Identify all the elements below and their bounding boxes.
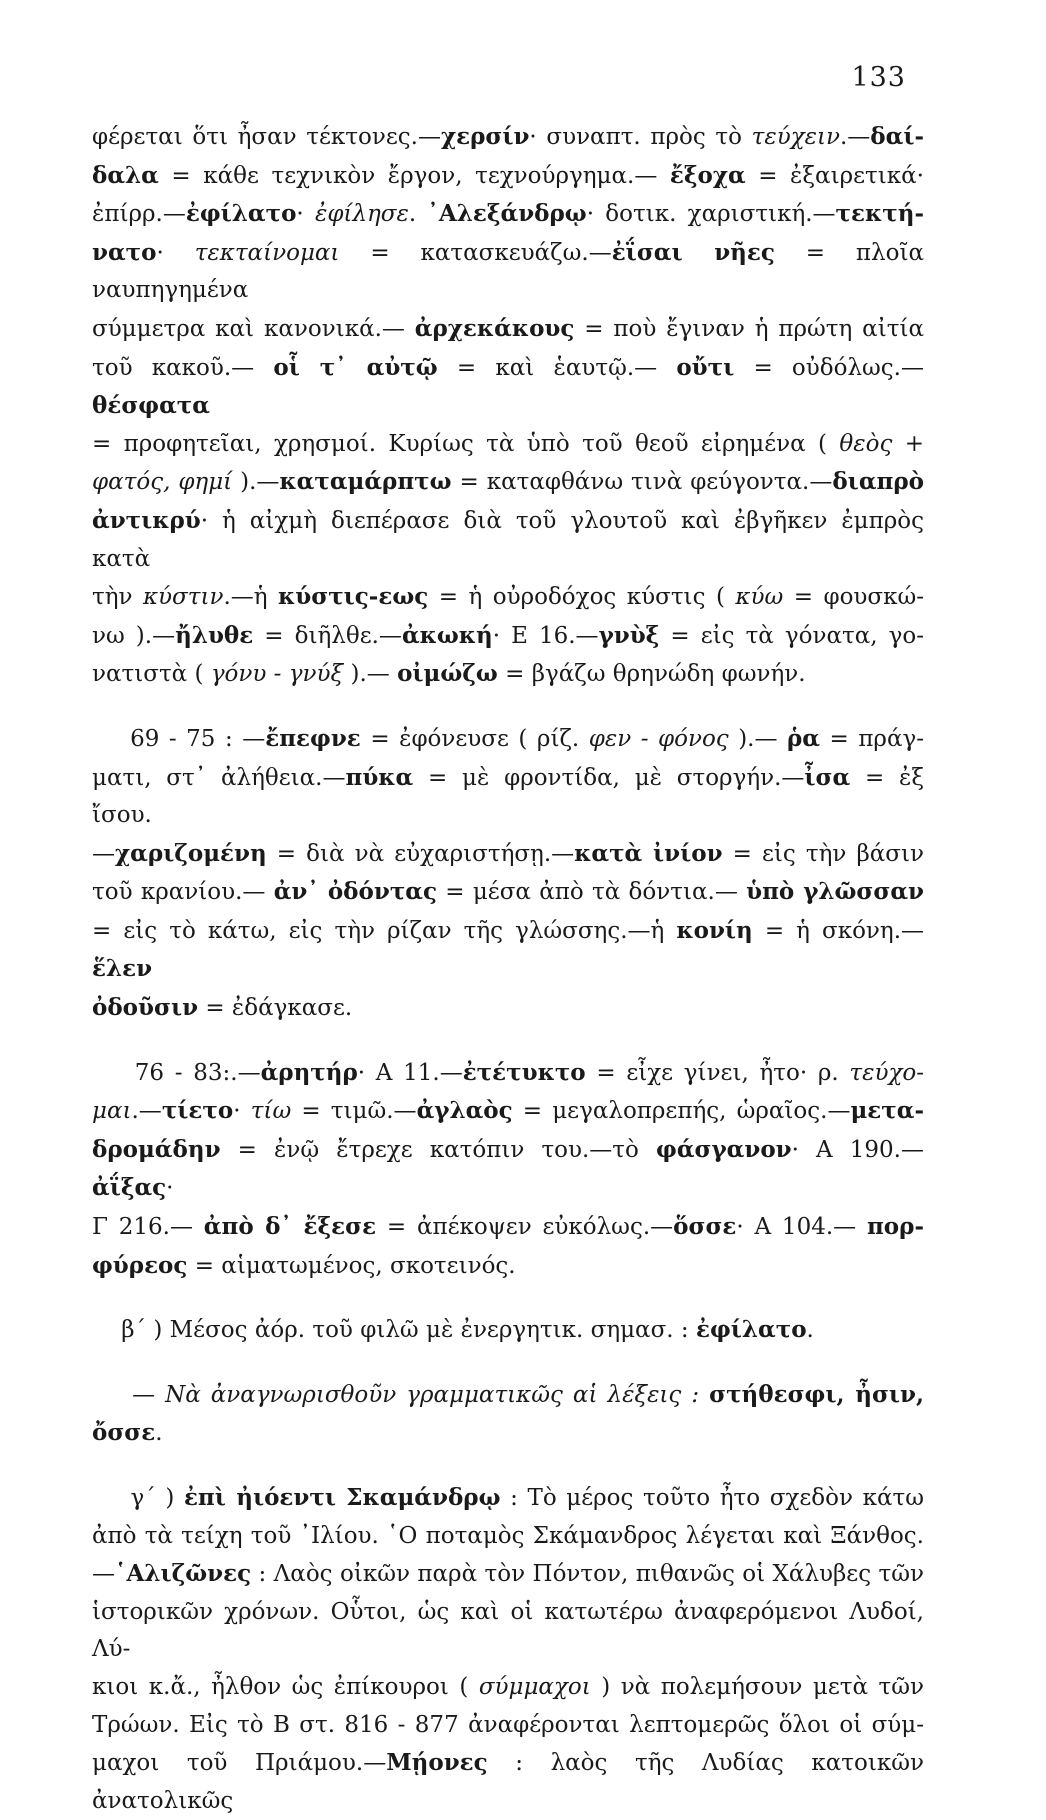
text-line: 76 - 83:.—ἀρητήρ· Α 11.—ἐτέτυκτο = εἶχε γίνει, ἦτο· ρ. τεύχο- xyxy=(92,1058,924,1086)
text-line: β´ ) Μέσος ἀόρ. τοῦ φιλῶ μὲ ἐνεργητικ. σημασ. : ἐφίλατο. xyxy=(92,1316,814,1344)
text-line: κιοι κ.ἄ., ἦλθον ὡς ἐπίκουροι ( σύμμαχοι ) νὰ πολεμήσουν μετὰ τῶν xyxy=(92,1673,924,1700)
page-number: 133 xyxy=(851,62,906,93)
text-line: δρομάδην = ἐνῷ ἔτρεχε κατόπιν του.—τὸ φάσγανον· Α 190.—ἀΐξας· xyxy=(92,1135,924,1202)
text-line: ματι, στ᾿ ἀλήθεια.—πύκα = μὲ φροντίδα, μὲ στοργήν.—ἶσα = ἐξ ἴσου. xyxy=(92,763,925,829)
text-line: τοῦ κακοῦ.— οἷ τ᾿ αὐτῷ = καὶ ἑαυτῷ.— οὔτι = οὐδόλως.— θέσφατα xyxy=(92,353,924,420)
text-line: ἀντικρύ· ἡ αἰχμὴ διεπέρασε διὰ τοῦ γλουτοῦ καὶ ἐβγῆκεν ἐμπρὸς κατὰ xyxy=(92,506,924,572)
text-line: ὄσσε. xyxy=(92,1419,163,1447)
text-line: γ´ ) ἐπὶ ἠιόεντι Σκαμάνδρῳ : Τὸ μέρος τοῦτο ἦτο σχεδὸν κάτω xyxy=(92,1484,924,1511)
text-line: δαλα = κάθε τεχνικὸν ἔργον, τεχνούργημα.— ἔξοχα = ἐξαιρετικά· xyxy=(92,161,924,189)
text-line: μαχοι τοῦ Πριάμου.—Μῄονες : λαὸς τῆς Λυδίας κατοικῶν ἀνατολικῶς xyxy=(92,1749,924,1814)
text-line: Τρώων. Εἰς τὸ Β στ. 816 - 877 ἀναφέρονται λεπτομερῶς ὅλοι οἱ σύμ- xyxy=(92,1711,924,1738)
text-line: ἱστορικῶν χρόνων. Οὗτοι, ὡς καὶ οἱ κατωτέρω ἀναφερόμενοι Λυδοί, Λύ- xyxy=(92,1598,924,1663)
text-line: τοῦ κρανίου.— ἀν᾿ ὀδόντας = μέσα ἀπὸ τὰ δόντια.— ὑπὸ γλῶσσαν xyxy=(92,878,925,906)
text-line: —῾Αλιζῶνες : Λαὸς οἰκῶν παρὰ τὸν Πόντον, πιθανῶς οἱ Χάλυβες τῶν xyxy=(92,1560,924,1588)
text-line: φατός, φημί ).—καταμάρπτω = καταφθάνω τινὰ φεύγοντα.—διαπρὸ xyxy=(92,468,924,496)
paragraph-gap xyxy=(92,1350,924,1376)
text-line: φέρεται ὅτι ἦσαν τέκτονες.—χερσίν· συναπτ. πρὸς τὸ τεύχειν.—δαί- xyxy=(92,123,924,150)
text-line: — Νὰ ἀναγνωρισθοῦν γραμματικῶς αἱ λέξεις : στήθεσφι, ἦσιν, xyxy=(92,1380,924,1408)
text-line: φύρεος = αἱματωμένος, σκοτεινός. xyxy=(92,1251,516,1279)
text-line: 69 - 75 : —ἔπεφνε = ἐφόνευσε ( ρίζ. φεν - φόνος ).— ῥα = πράγ- xyxy=(92,724,925,752)
text-line: = εἰς τὸ κάτω, εἰς τὴν ρίζαν τῆς γλώσσης.—ἡ κονίη = ἡ σκόνη.—ἕλεν xyxy=(92,916,925,983)
text-line: σύμμετρα καὶ κανονικά.— ἀρχεκάκους = ποὺ ἔγιναν ἡ πρώτη αἰτία xyxy=(92,314,924,342)
text-line: ἀπὸ τὰ τείχη τοῦ ᾿Ιλίου. ῾Ο ποταμὸς Σκάμανδρος λέγεται καὶ Ξάνθος. xyxy=(92,1522,924,1549)
paragraph-gap xyxy=(92,1028,924,1054)
text-line: νατιστὰ ( γόνυ - γνύξ ).— οἰμώζω = βγάζω θρηνώδη φωνήν. xyxy=(92,660,806,688)
text-line: τὴν κύστιν.—ἡ κύστις-εως = ἡ οὐροδόχος κύστις ( κύω = φουσκώ- xyxy=(92,583,925,611)
text-line: Γ 216.— ἀπὸ δ᾿ ἔξεσε = ἀπέκοψεν εὐκόλως.—ὅσσε· Α 104.— πορ- xyxy=(92,1213,924,1241)
text-line: νω ).—ἤλυθε = διῆλθε.—ἀκωκή· Ε 16.—γνὺξ = εἰς τὰ γόνατα, γο- xyxy=(92,621,924,649)
text-line: ἐπίρρ.—ἐφίλατο· ἐφίλησε. ᾿Αλεξάνδρῳ· δοτικ. χαριστική.—τεκτή- xyxy=(92,200,924,228)
text-line: νατο· τεκταίνομαι = κατασκευάζω.—ἐΐσαι νῆες = πλοῖα ναυπηγημένα xyxy=(92,238,925,304)
body-text xyxy=(92,118,924,1820)
paragraph-gap xyxy=(92,694,924,720)
paragraph-gap xyxy=(92,1453,924,1479)
paragraph-gap xyxy=(92,1285,924,1311)
text-line: —χαριζομένη = διὰ νὰ εὐχαριστήσῃ.—κατὰ ἰνίον = εἰς τὴν βάσιν xyxy=(92,839,924,867)
text-line: ὀδοῦσιν = ἐδάγκασε. xyxy=(92,994,353,1022)
text-line: μαι.—τίετο· τίω = τιμῶ.—ἀγλαὸς = μεγαλοπρεπής, ὡραῖος.—μετα- xyxy=(92,1097,925,1125)
text-line: = προφητεῖαι, χρησμοί. Κυρίως τὰ ὑπὸ τοῦ θεοῦ εἰρημένα ( θεὸς + xyxy=(92,430,924,457)
